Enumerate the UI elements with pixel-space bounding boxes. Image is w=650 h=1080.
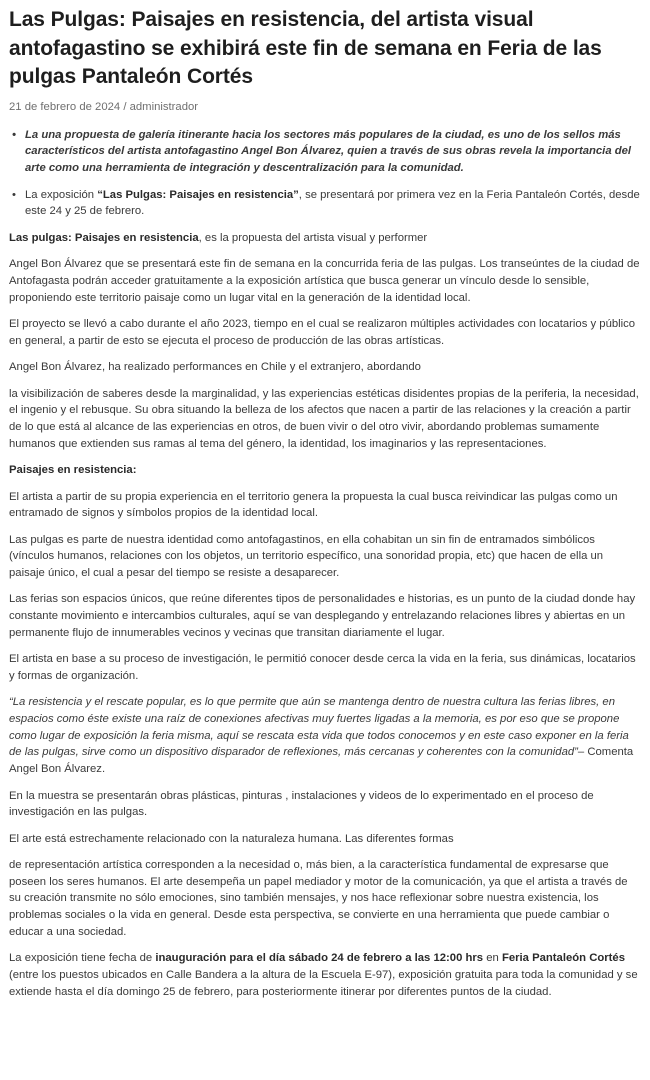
p13-c: en [483, 952, 502, 965]
post-date-link[interactable]: 21 de febrero de 2024 [9, 100, 121, 113]
bullet-icon: • [12, 188, 16, 201]
paragraph-1-text: , es la propuesta del artista visual y performer [198, 232, 428, 245]
paragraph-9: El artista en base a su proceso de investigación, le permitió conocer desde cerca la vida en la feria, sus dinámicas, locatarios y formas de organización. [9, 653, 636, 682]
paragraph-3: El proyecto se llevó a cabo durante el año 2023, tiempo en el cual se realizaron múltiples actividades con locatarios y público en general, a partir de esto se ejecuta el proceso de producción de las obras artísticas. [9, 318, 636, 347]
subheading-text: Paisajes en resistencia: [9, 464, 137, 477]
author-link[interactable]: administrador [129, 100, 199, 113]
section-subheading [9, 462, 641, 479]
venue-name: Feria Pantaleón Cortés [501, 952, 625, 965]
paragraph-10: En la muestra se presentarán obras plásticas, pinturas , instalaciones y videos de lo experimentado en el proceso de investigación en las pulgas. [9, 789, 594, 819]
paragraph-11: El arte está estrechamente relacionado con la naturaleza humana. Las diferentes formas [9, 832, 454, 845]
p13-e: (entre los puestos ubicados en Calle Bandera a la altura de la Escuela E-97), exposición gratuita para toda la comunidad y se extiende hasta el día domingo 25 de febrero, para posteriormente itinerar por diferentes puntos de la ciudad. [9, 968, 638, 998]
artist-quote [9, 694, 641, 778]
meta-separator: / [120, 100, 130, 113]
summary-exhibition-prefix: La exposición [25, 188, 98, 201]
summary-exhibition-suffix: , se presentará por primera vez en la Feria Pantaleón Cortés, desde este 24 y 25 de febrero. [25, 188, 640, 218]
bullet-icon: • [12, 128, 16, 141]
paragraph-1-bold: Las pulgas: Paisajes en resistencia [9, 232, 199, 245]
paragraph-6: El artista a partir de su propia experiencia en el territorio genera la propuesta la cual busca reivindicar las pulgas como un entramado de signos y símbolos propios de la identidad local. [9, 490, 618, 520]
inauguration-date: inauguración para el día sábado 24 de febrero a las 12:00 hrs [155, 952, 484, 965]
paragraph-1 [9, 230, 641, 247]
paragraph-5: la visibilización de saberes desde la marginalidad, y las experiencias estéticas disidentes propias de la periferia, la necesidad, el ingenio y el rebusque. Su obra situando la belleza de los afectos que nacen a partir de las relaciones y la creación a partir de lo que está al alcance de las experiencias en otros, de buen vivir o del otro vivir, abordando problemas sumamente humanos que extienden sus ramas al tema del género, la identidad, los imaginarios y las representaciones. [9, 387, 639, 450]
paragraph-8: Las ferias son espacios únicos, que reúne diferentes tipos de personalidades e historias, es un punto de la ciudad donde hay constante movimiento e intercambios culturales, aquí se van desplegando y entrelazando relaciones libres y abiertas en un permanente flujo de innumerables vecinos y vecinas que transitan diariamente el lugar. [9, 593, 636, 639]
paragraph-4: Angel Bon Álvarez, ha realizado performances en Chile y el extranjero, abordando [9, 361, 421, 374]
p13-a: La exposición tiene fecha de [9, 952, 156, 965]
quote-text: “La resistencia y el rescate popular, es lo que permite que aún se mantenga dentro de nuestra cultura las ferias libres, en espacios como éste existe una raíz de conexiones afectivas muy fuertes ligadas a la memoria, es por eso que se propone como lugar de exposición la feria misma, aquí se rescata esta vida que todos conocemos y en este caso exponer en la feria de las pulgas, sirve como un dispositivo disparador de reflexiones, más cercanas y coherentes con la comunidad” [9, 696, 629, 759]
paragraph-7: Las pulgas es parte de nuestra identidad como antofagastinos, en ella cohabitan un sin fin de entramados simbólicos (vínculos humanos, relaciones con los objetos, un territorio específico, una sonoridad propia, etc) que hacen de ella un paisaje único, el cual a pesar del tiempo se resiste a desaparecer. [9, 533, 604, 580]
summary-item-exhibition [12, 187, 641, 220]
summary-item-intro [12, 127, 641, 177]
summary-intro-text: La una propuesta de galería itinerante hacia los sectores más populares de la ciudad, es uno de los sellos más característicos del artista antofagastino Angel Bon Álvarez, quien a través de sus obras revela la importancia del arte como una herramienta de integración y descentralización para la comunidad. [25, 128, 632, 174]
quote-attribution: – Comenta Angel Bon Álvarez. [9, 746, 634, 776]
summary-list [9, 127, 641, 221]
exhibition-name: “Las Pulgas: Paisajes en resistencia” [97, 188, 299, 201]
paragraph-13 [9, 950, 641, 1000]
article-title: Las Pulgas: Paisajes en resistencia, del artista visual antofagastino se exhibirá este fin de semana en Feria de las pulgas Pantaleón Cortés [9, 8, 602, 88]
paragraph-2: Angel Bon Álvarez que se presentará este fin de semana en la concurrida feria de las pulgas. Los transeúntes de la ciudad de Antofagasta podrán acceder gratuitamente a la exposición artística que busca generar un vínculo desde lo sensible, proponiendo este territorio paisaje como un lugar vital en la generación de la identidad local. [9, 258, 640, 304]
paragraph-12: de representación artística corresponden a la necesidad o, más bien, a la característica fundamental de expresarse que poseen los seres humanos. El arte desempeña un papel mediador y motor de la comunicación, ya que el artista a través de su creación transmite no sólo emociones, sino también mensajes, y nos hace reflexionar sobre nuestra existencia, los problemas sociales o la vida en general. Desde esta perspectiva, se convierte en una herramienta que puede cambiar o educar a una sociedad. [9, 859, 628, 938]
post-meta [9, 101, 641, 113]
